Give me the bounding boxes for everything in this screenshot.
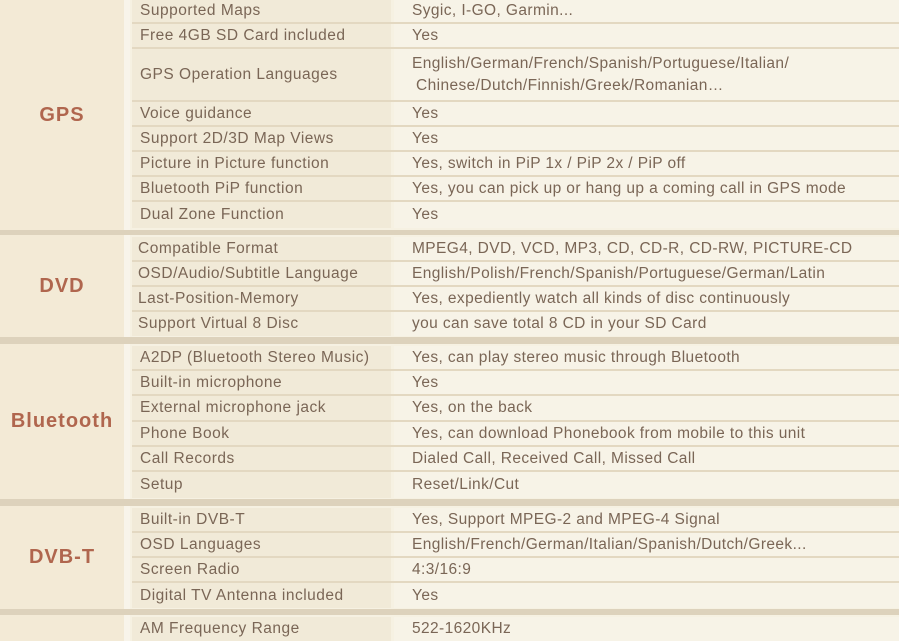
table-row — [0, 287, 899, 310]
feature-cell: Call Records — [132, 447, 391, 470]
table-row — [0, 533, 899, 556]
value-cell: Yes — [394, 127, 899, 150]
value-cell: Yes — [394, 583, 899, 608]
value-cell: Yes — [394, 102, 899, 125]
value-cell: 522-1620KHz — [394, 617, 899, 641]
section-dvd — [0, 235, 899, 337]
feature-cell: Compatible Format — [132, 237, 391, 260]
table-row — [0, 49, 899, 100]
feature-cell: Setup — [132, 472, 391, 498]
table-row — [0, 0, 899, 22]
category-label: DVB-T — [0, 506, 124, 609]
feature-cell: OSD Languages — [132, 533, 391, 556]
table-row — [0, 558, 899, 581]
table-row — [0, 24, 899, 47]
section-bluetooth — [0, 344, 899, 499]
feature-cell: GPS Operation Languages — [132, 49, 391, 100]
value-cell: Yes — [394, 202, 899, 228]
table-row — [0, 102, 899, 125]
table-row — [0, 447, 899, 470]
value-cell: Yes, switch in PiP 1x / PiP 2x / PiP off — [394, 152, 899, 175]
table-row — [0, 617, 899, 641]
feature-cell: Free 4GB SD Card included — [132, 24, 391, 47]
feature-cell: Phone Book — [132, 422, 391, 445]
feature-cell: A2DP (Bluetooth Stereo Music) — [132, 346, 391, 369]
feature-cell: OSD/Audio/Subtitle Language — [132, 262, 391, 285]
table-row — [0, 396, 899, 420]
table-row — [0, 202, 899, 228]
table-row — [0, 237, 899, 260]
value-cell: Dialed Call, Received Call, Missed Call — [394, 447, 899, 470]
category-label: Bluetooth — [0, 344, 124, 499]
value-cell: Yes, on the back — [394, 396, 899, 420]
feature-cell: Picture in Picture function — [132, 152, 391, 175]
table-row — [0, 262, 899, 285]
table-row — [0, 346, 899, 369]
feature-cell: Voice guidance — [132, 102, 391, 125]
table-row — [0, 127, 899, 150]
value-cell: Yes, expediently watch all kinds of disc continuously — [394, 287, 899, 310]
feature-cell: Bluetooth PiP function — [132, 177, 391, 200]
feature-cell: Dual Zone Function — [132, 202, 391, 228]
feature-cell: Support 2D/3D Map Views — [132, 127, 391, 150]
feature-cell: Built-in DVB-T — [132, 508, 391, 531]
table-row — [0, 508, 899, 531]
section-gps — [0, 0, 899, 230]
table-row — [0, 472, 899, 498]
value-line: English/German/French/Spanish/Portuguese/Italian/ — [412, 54, 790, 72]
value-cell: Yes — [394, 371, 899, 394]
value-cell: Yes — [394, 24, 899, 47]
table-row — [0, 152, 899, 175]
value-cell: you can save total 8 CD in your SD Card — [394, 312, 899, 336]
feature-cell: Last-Position-Memory — [132, 287, 391, 310]
divider — [0, 337, 899, 344]
feature-cell: Built-in microphone — [132, 371, 391, 394]
divider — [0, 499, 899, 506]
value-cell — [394, 49, 899, 100]
table-row — [0, 312, 899, 336]
value-cell: Yes, can play stereo music through Bluetooth — [394, 346, 899, 369]
feature-cell: Support Virtual 8 Disc — [132, 312, 391, 336]
value-line: Chinese/Dutch/Finnish/Greek/Romanian… — [416, 76, 724, 94]
value-cell: Yes, you can pick up or hang up a coming call in GPS mode — [394, 177, 899, 200]
feature-cell: Digital TV Antenna included — [132, 583, 391, 608]
section-radio — [0, 615, 899, 641]
feature-cell: Supported Maps — [132, 0, 391, 22]
value-cell: Yes, can download Phonebook from mobile to this unit — [394, 422, 899, 445]
feature-cell: External microphone jack — [132, 396, 391, 420]
feature-cell: Screen Radio — [132, 558, 391, 581]
feature-cell: AM Frequency Range — [132, 617, 391, 641]
table-row — [0, 583, 899, 608]
category-label: GPS — [0, 0, 124, 230]
value-cell: MPEG4, DVD, VCD, MP3, CD, CD-R, CD-RW, PICTURE-CD — [394, 237, 899, 260]
table-row — [0, 177, 899, 200]
value-cell: Sygic, I-GO, Garmin... — [394, 0, 899, 22]
value-cell: Reset/Link/Cut — [394, 472, 899, 498]
section-dvb-t — [0, 506, 899, 609]
table-row — [0, 371, 899, 394]
value-cell: English/Polish/French/Spanish/Portuguese/German/Latin — [394, 262, 899, 285]
value-cell: 4:3/16:9 — [394, 558, 899, 581]
category-label: DVD — [0, 235, 124, 337]
value-cell: Yes, Support MPEG-2 and MPEG-4 Signal — [394, 508, 899, 531]
table-row — [0, 422, 899, 445]
value-cell: English/French/German/Italian/Spanish/Dutch/Greek... — [394, 533, 899, 556]
